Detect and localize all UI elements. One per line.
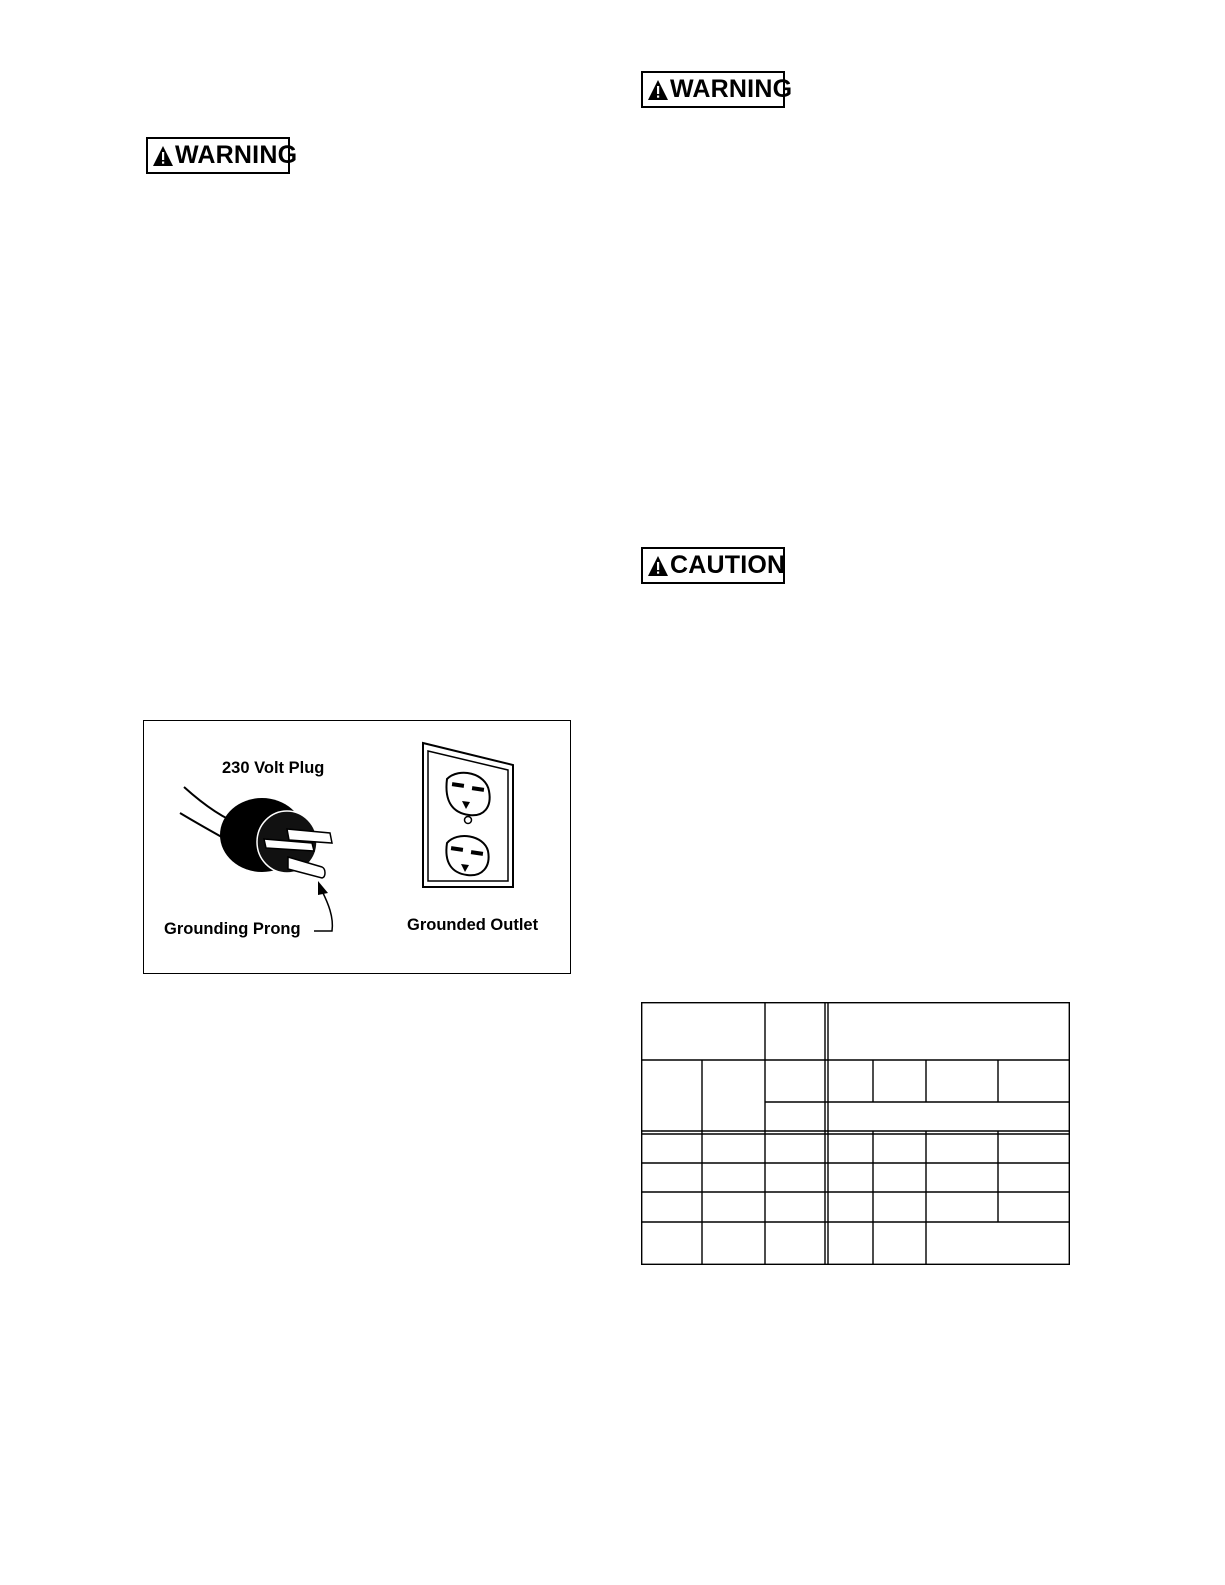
warning-triangle-icon (647, 79, 669, 101)
extension-cord-table (641, 1002, 1070, 1265)
warning-label-text: WARNING (670, 75, 793, 103)
caution-triangle-icon (647, 555, 669, 577)
grounding-prong-caption: Grounding Prong (164, 920, 301, 938)
warning-label-right (641, 71, 793, 108)
caution-label-text: CAUTION (670, 551, 786, 579)
warning-triangle-icon (152, 145, 174, 167)
grounded-outlet-icon (423, 743, 513, 887)
warning-label-left (146, 137, 298, 174)
prong-arrow (314, 881, 332, 931)
plug-caption: 230 Volt Plug (222, 759, 325, 777)
plug-icon (220, 798, 332, 878)
warning-label-text: WARNING (175, 141, 298, 169)
caution-label (641, 547, 785, 584)
outlet-caption: Grounded Outlet (407, 916, 539, 934)
plug-outlet-figure (143, 720, 571, 974)
